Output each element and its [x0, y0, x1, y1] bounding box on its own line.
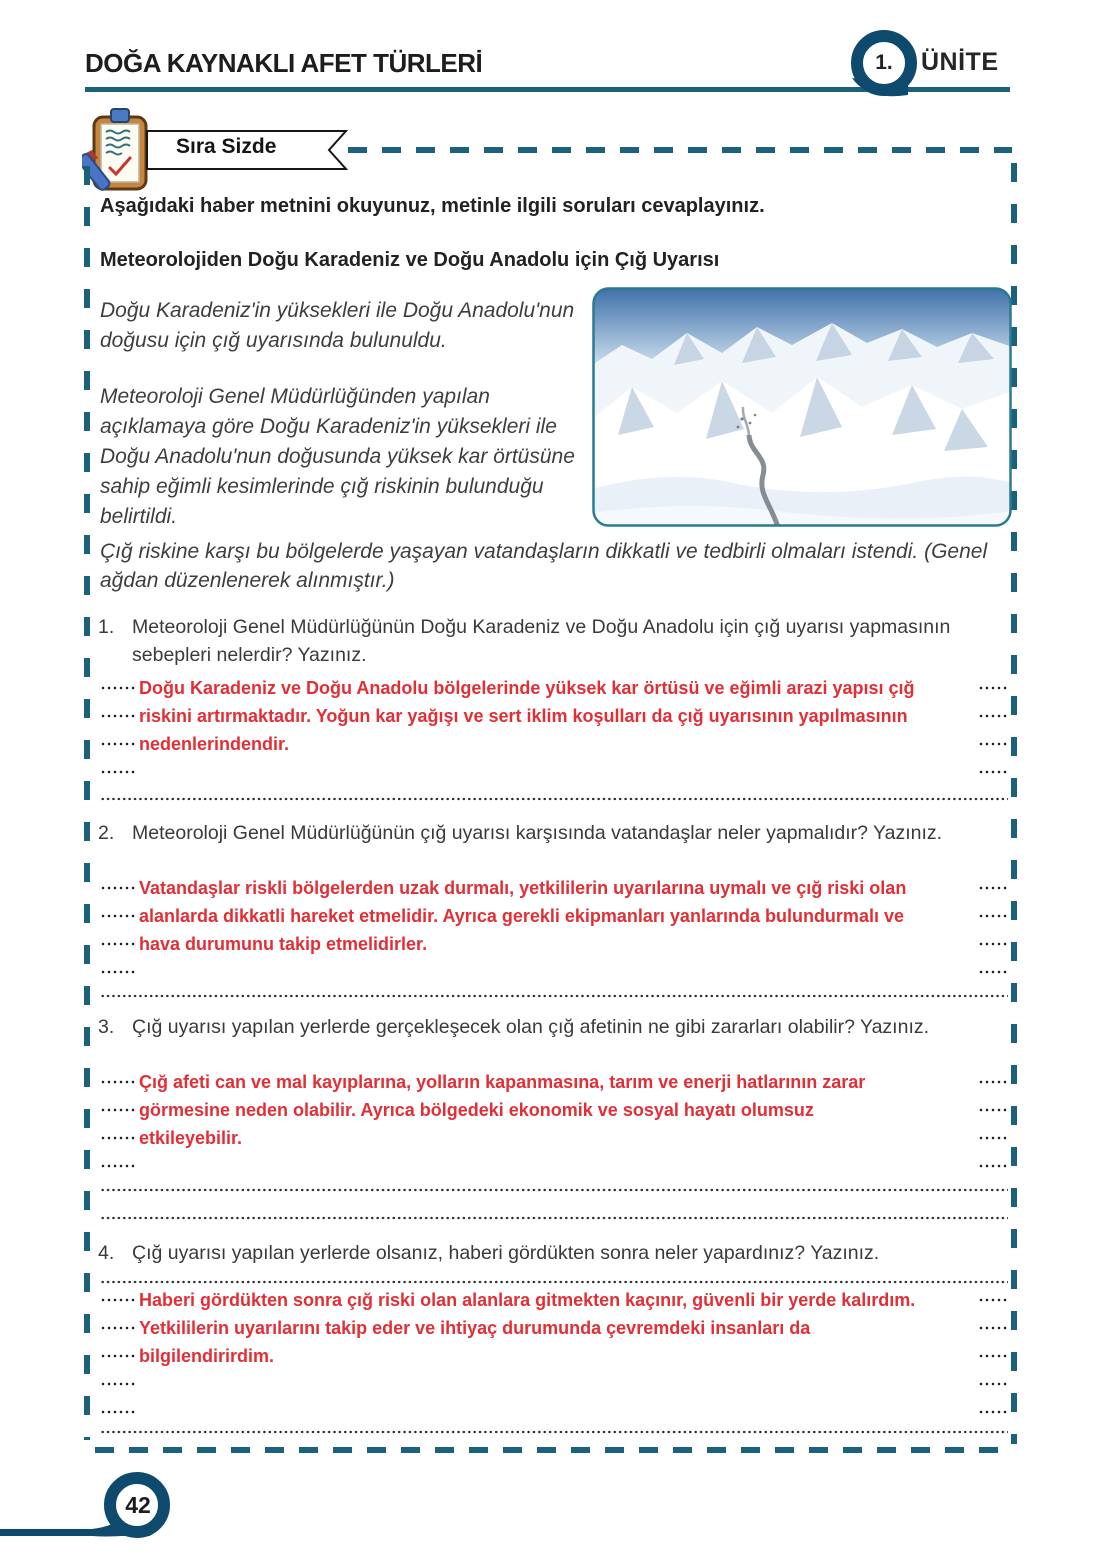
dotted-line-segment [978, 1080, 1008, 1084]
answer-1-line-2: riskini artırmaktadır. Yoğun kar yağışı ve sert iklim koşulları da çığ uyarısının yapılmasının [139, 705, 908, 726]
banner-label: Sıra Sizde [176, 135, 277, 158]
dotted-line-segment [100, 1298, 136, 1302]
answer-area-1 [100, 674, 1008, 786]
news-paragraph-2: Meteoroloji Genel Müdürlüğünden yapılan açıklamaya göre Doğu Karadeniz'in yüksekleri ile Doğu Anadolu'nun doğusunda yüksek kar örtüsüne sahip eğimli kesimlerinde çığ riskinin bulunduğu belirtildi. [100, 385, 575, 529]
unit-label: ÜNİTE [921, 48, 999, 76]
news-body-column [100, 296, 578, 558]
question-2-number: 2. [98, 822, 115, 844]
answer-4-line-2: Yetkililerin uyarılarını takip eder ve ihtiyaç durumunda çevremdeki insanları da [139, 1317, 811, 1338]
answer-1-line-1: Doğu Karadeniz ve Doğu Anadolu bölgelerinde yüksek kar örtüsü ve eğimli arazi yapısı çığ [139, 677, 915, 698]
dotted-line-segment [978, 1136, 1008, 1140]
dotted-line-segment [978, 686, 1008, 690]
dotted-line-segment [978, 714, 1008, 718]
answer-3-line-3: etkileyebilir. [139, 1127, 243, 1148]
dotted-line-segment [100, 942, 136, 946]
dotted-line-segment [978, 1164, 1008, 1168]
snowy-mountains-photo [592, 287, 1012, 527]
unit-number-badge: 1. [875, 51, 893, 74]
question-2-text: Meteoroloji Genel Müdürlüğünün çığ uyarısı karşısında vatandaşlar neler yapmalıdır? Yazınız. [132, 822, 943, 844]
page-title: DOĞA KAYNAKLI AFET TÜRLERİ [85, 48, 483, 78]
dotted-line-segment [100, 914, 136, 918]
question-4-text: Çığ uyarısı yapılan yerlerde olsanız, haberi gördükten sonra neler yapardınız? Yazınız. [132, 1242, 880, 1264]
question-4-number: 4. [98, 1242, 115, 1264]
answer-1-line-3: nedenlerindendir. [139, 733, 290, 754]
question-1 [98, 614, 1008, 669]
footer-rule-and-page-badge [0, 1468, 320, 1559]
dotted-line-segment [100, 1354, 136, 1358]
answer-area-4 [100, 1286, 1008, 1426]
dotted-line-segment [978, 1298, 1008, 1302]
dotted-line-segment [978, 1410, 1008, 1414]
frame-top-dashed-border [348, 147, 1012, 153]
answer-2-line-2: alanlarda dikkatli hareket etmelidir. Ayrıca gerekli ekipmanları yanlarında bulundurmalı ve [139, 905, 904, 926]
dotted-line-segment [100, 1108, 136, 1112]
ruled-dotted-line [100, 1216, 1008, 1220]
dotted-line-segment [100, 1382, 136, 1386]
dotted-line-segment [978, 914, 1008, 918]
dotted-line-segment [978, 1326, 1008, 1330]
answer-3-line-1: Çığ afeti can ve mal kayıplarına, yolların kapanmasına, tarım ve enerji hatlarının zarar [139, 1071, 866, 1092]
dotted-line-segment [978, 742, 1008, 746]
dotted-line-segment [100, 1136, 136, 1140]
frame-bottom-dashed-border [95, 1447, 1012, 1453]
answer-2-line-3: hava durumunu takip etmelidirler. [139, 933, 428, 954]
answer-4-line-1: Haberi gördükten sonra çığ riski olan alanlara gitmekten kaçınır, güvenli bir yerde kalırdım. [139, 1289, 916, 1310]
instruction-text: Aşağıdaki haber metnini okuyunuz, metinle ilgili soruları cevaplayınız. [100, 195, 765, 217]
dotted-line-segment [100, 770, 136, 774]
question-3-number: 3. [98, 1016, 115, 1038]
dotted-line-segment [100, 742, 136, 746]
dotted-line-segment [978, 770, 1008, 774]
dotted-line-segment [100, 1326, 136, 1330]
dotted-line-segment [978, 1108, 1008, 1112]
dotted-line-segment [100, 714, 136, 718]
question-1-number: 1. [98, 616, 115, 638]
question-4 [98, 1240, 1008, 1268]
dotted-line-segment [978, 1354, 1008, 1358]
dotted-line-segment [978, 886, 1008, 890]
ruled-dotted-line [100, 994, 1008, 998]
question-3-text: Çığ uyarısı yapılan yerlerde gerçekleşecek olan çığ afetinin ne gibi zararları olabilir? Yazınız. [132, 1016, 930, 1038]
news-paragraph-1: Doğu Karadeniz'in yüksekleri ile Doğu Anadolu'nun doğusu için çığ uyarısında bulunuldu. [100, 299, 575, 353]
dotted-line-segment [978, 1382, 1008, 1386]
dotted-line-segment [100, 970, 136, 974]
dotted-line-segment [100, 1080, 136, 1084]
answer-3-line-2: görmesine neden olabilir. Ayrıca bölgedeki ekonomik ve sosyal hayatı olumsuz [139, 1099, 814, 1120]
ruled-dotted-line [100, 1430, 1008, 1434]
frame-left-dashed-border [84, 166, 90, 1440]
ruled-dotted-line [100, 1280, 1008, 1284]
answer-4-line-3: bilgilendirirdim. [139, 1345, 275, 1366]
answer-2-line-1: Vatandaşlar riskli bölgelerden uzak durmalı, yetkililerin uyarılarına uymalı ve çığ riski olan [139, 877, 907, 898]
answer-area-2 [100, 874, 1008, 986]
question-1-text: Meteoroloji Genel Müdürlüğünün Doğu Karadeniz ve Doğu Anadolu için çığ uyarısı yapmasının sebepleri nelerdir? Yazınız. [132, 616, 951, 666]
news-headline: Meteorolojiden Doğu Karadeniz ve Doğu Anadolu için Çığ Uyarısı [100, 249, 720, 271]
page-number: 42 [125, 1492, 151, 1518]
ruled-dotted-line [100, 1188, 1008, 1192]
dotted-line-segment [100, 1410, 136, 1414]
dotted-line-segment [100, 686, 136, 690]
dotted-line-segment [100, 886, 136, 890]
dotted-line-segment [100, 1164, 136, 1168]
ruled-dotted-line [100, 797, 1008, 801]
dotted-line-segment [978, 970, 1008, 974]
dotted-line-segment [978, 942, 1008, 946]
question-2 [98, 820, 1008, 848]
answer-area-3 [100, 1068, 1008, 1180]
question-3 [98, 1014, 1008, 1042]
news-paragraph-3: Çığ riskine karşı bu bölgelerde yaşayan vatandaşların dikkatli ve tedbirli olmaları istendi. (Genel ağdan düzenlenerek alınmıştır.) [100, 540, 988, 593]
